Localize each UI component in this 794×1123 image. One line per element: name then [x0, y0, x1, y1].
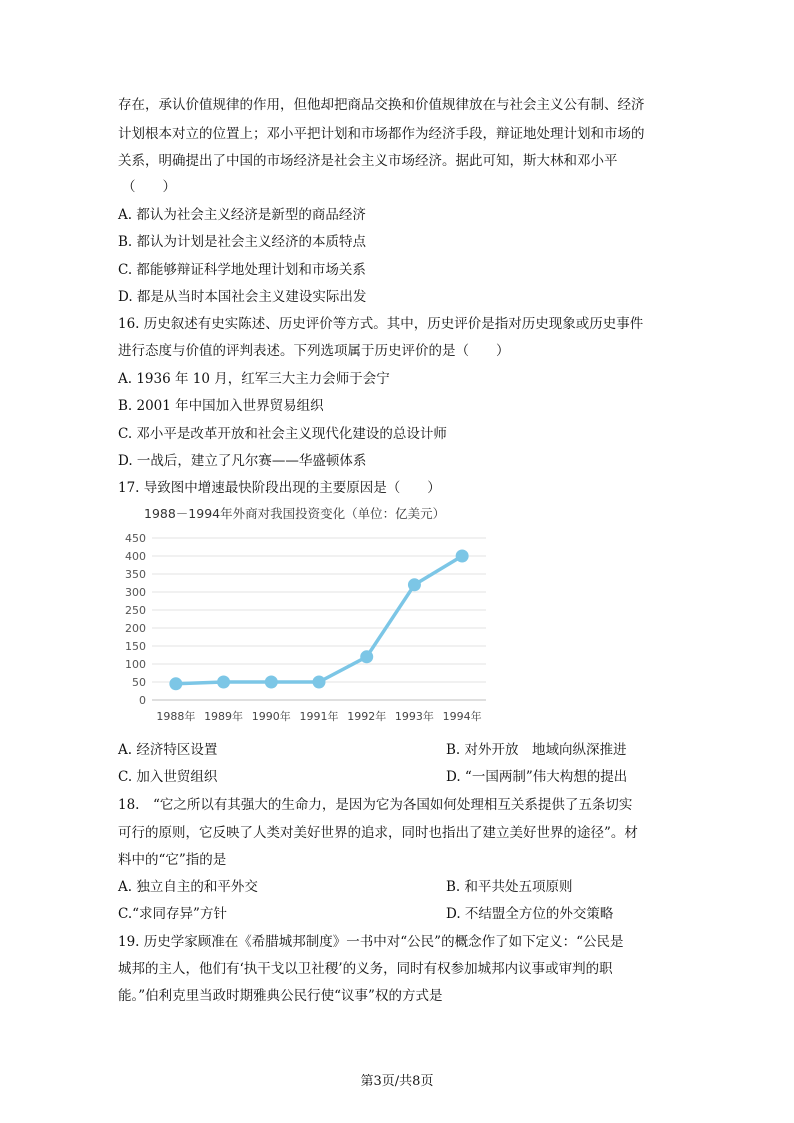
- q18-option-b: B. 和平共处五项原则: [446, 879, 573, 895]
- x-tick-label-1: 1989年: [204, 710, 244, 723]
- q16-option-d: D. 一战后，建立了凡尔赛——华盛顿体系: [118, 453, 367, 469]
- y-tick-label-150: 150: [125, 640, 146, 653]
- q17-option-c: C. 加入世贸组织: [118, 769, 218, 785]
- x-tick-label-5: 1993年: [394, 710, 434, 723]
- q15-option-d: D. 都是从当时本国社会主义建设实际出发: [118, 289, 367, 305]
- q18-option-d: D. 不结盟全方位的外交策略: [446, 906, 614, 922]
- investment-line-chart: [118, 522, 498, 732]
- q16-option-c: C. 邓小平是改革开放和社会主义现代化建设的总设计师: [118, 426, 447, 442]
- q16-stem-line-1: 16. 历史叙述有史实陈述、历史评价等方式。其中，历史评价是指对历史现象或历史事件: [118, 316, 644, 332]
- q15-option-b: B. 都认为计划是社会主义经济的本质特点: [118, 234, 367, 250]
- q15-option-a: A. 都认为社会主义经济是新型的商品经济: [118, 207, 366, 223]
- q19-stem-line-2: 城邦的主人，他们有‘执干戈以卫社稷’的义务，同时有权参加城邦内议事或审判的职: [118, 961, 613, 977]
- q17-stem: 17. 导致图中增速最快阶段出现的主要原因是（ ）: [118, 480, 441, 496]
- chart-title: 1988－1994年外商对我国投资变化（单位：亿美元）: [144, 506, 446, 521]
- q16-option-a: A. 1936 年 10 月，红军三大主力会师于会宁: [118, 371, 390, 387]
- data-point-1: [217, 676, 230, 689]
- q17-option-d: D. “一国两制”伟大构想的提出: [446, 769, 628, 785]
- x-tick-label-6: 1994年: [442, 710, 482, 723]
- q16-option-b: B. 2001 年中国加入世界贸易组织: [118, 398, 324, 414]
- x-tick-label-0: 1988年: [156, 710, 196, 723]
- y-tick-label-100: 100: [125, 658, 146, 671]
- q15-stem-line-3: 关系，明确提出了中国的市场经济是社会主义市场经济。据此可知，斯大林和邓小平: [118, 153, 618, 169]
- y-tick-label-200: 200: [125, 622, 146, 635]
- x-tick-label-2: 1990年: [251, 710, 291, 723]
- y-tick-label-400: 400: [125, 550, 146, 563]
- q15-option-c: C. 都能够辩证科学地处理计划和市场关系: [118, 262, 366, 278]
- q15-stem-line-1: 存在，承认价值规律的作用，但他却把商品交换和价值规律放在与社会主义公有制、经济: [118, 97, 645, 113]
- y-tick-label-50: 50: [132, 676, 146, 689]
- q16-stem-line-2: 进行态度与价值的评判表述。下列选项属于历史评价的是（ ）: [118, 343, 510, 359]
- y-tick-label-250: 250: [125, 604, 146, 617]
- q17-option-a: A. 经济特区设置: [118, 742, 218, 758]
- page-footer: 第3页/共8页: [360, 1074, 434, 1089]
- q15-answer-bracket: （ ）: [122, 179, 176, 195]
- x-tick-label-4: 1992年: [347, 710, 387, 723]
- q18-option-c: C.“求同存异”方针: [118, 906, 227, 922]
- q18-stem-line-2: 可行的原则，它反映了人类对美好世界的追求，同时也指出了建立美好世界的途径”。材: [118, 825, 638, 841]
- y-tick-label-300: 300: [125, 586, 146, 599]
- data-point-6: [456, 550, 469, 563]
- q19-stem-line-1: 19. 历史学家顾准在《希腊城邦制度》一书中对“公民”的概念作了如下定义：“公民是: [118, 934, 624, 950]
- data-point-3: [313, 676, 326, 689]
- data-point-2: [265, 676, 278, 689]
- data-point-5: [408, 578, 421, 591]
- series-line: [176, 556, 462, 684]
- q18-stem-line-3: 料中的“它”指的是: [118, 852, 227, 868]
- y-tick-label-450: 450: [125, 532, 146, 545]
- q18-option-a: A. 独立自主的和平外交: [118, 879, 258, 895]
- q18-stem-line-1: 18. “它之所以有其强大的生命力，是因为它为各国如何处理相互关系提供了五条切实: [118, 797, 633, 813]
- q15-stem-line-2: 计划根本对立的位置上；邓小平把计划和市场都作为经济手段，辩证地处理计划和市场的: [118, 126, 645, 142]
- data-point-4: [360, 650, 373, 663]
- y-tick-label-0: 0: [139, 694, 146, 707]
- x-tick-label-3: 1991年: [299, 710, 339, 723]
- y-tick-label-350: 350: [125, 568, 146, 581]
- q19-stem-line-3: 能。”伯利克里当政时期雅典公民行使“议事”权的方式是: [118, 988, 443, 1004]
- q17-option-b: B. 对外开放 地域向纵深推进: [446, 742, 627, 758]
- data-point-0: [169, 677, 182, 690]
